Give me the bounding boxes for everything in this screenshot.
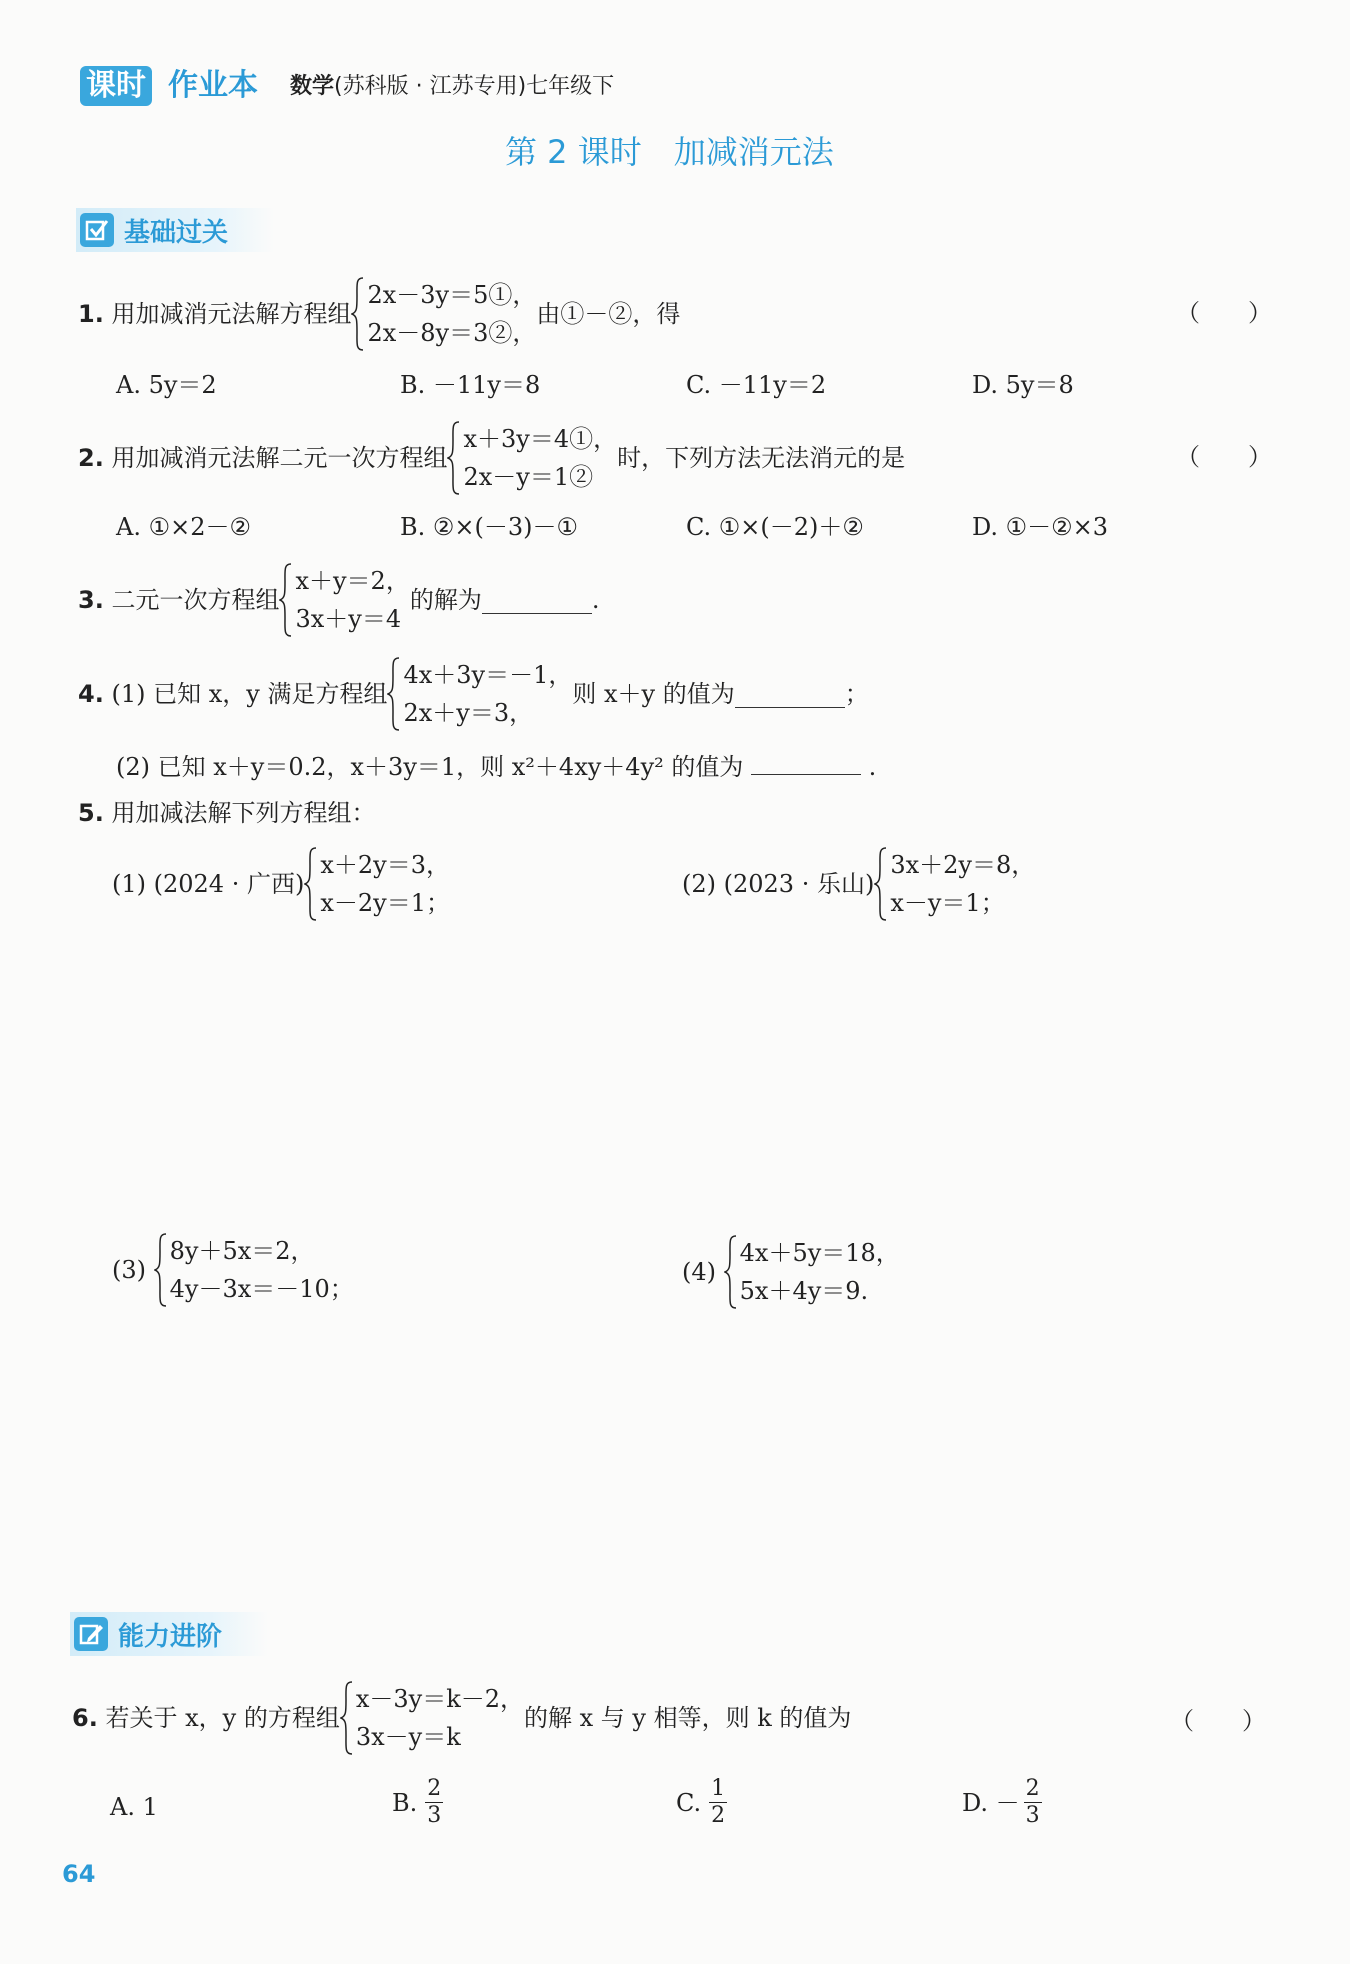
option-b[interactable] [392, 1776, 443, 1829]
question-text: (1) 已知 x，y 满足方程组 [111, 680, 388, 708]
part-label: (1) (2024 · 广西) [112, 870, 305, 898]
option-a[interactable]: A. ①×2－② [116, 513, 251, 541]
option-b[interactable]: B. －11y＝8 [400, 371, 541, 399]
equation: 3x＋y＝4 [295, 605, 402, 633]
equation-system [279, 562, 409, 638]
equation: 2x＋y＝3， [403, 699, 534, 727]
question-number: 1. [78, 300, 104, 328]
option-c[interactable]: C. －11y＝2 [686, 371, 827, 399]
fraction [425, 1776, 443, 1829]
equation: x－3y＝k－2， [355, 1685, 525, 1713]
equation-system [387, 656, 572, 732]
equation-system [154, 1232, 354, 1308]
equation: x＋2y＝3， [320, 851, 450, 879]
q5-part-4 [682, 1234, 900, 1310]
equation: 3x＋2y＝8， [890, 851, 1036, 879]
equation: 3x－y＝k [355, 1723, 461, 1751]
question-text: 时，下列方法无法消元的是 [617, 444, 906, 472]
brand-logo: 课时 [80, 66, 152, 106]
denominator: 3 [427, 1803, 442, 1828]
option-a[interactable]: A. 1 [110, 1793, 158, 1821]
option-c[interactable] [676, 1776, 727, 1829]
option-b[interactable]: B. ②×(－3)－① [400, 513, 579, 541]
question-number: 5. [78, 799, 104, 827]
equation: 2x－y＝1② [463, 463, 594, 491]
brand-name: 作业本 [168, 68, 258, 103]
subject-edition: (苏科版 · 江苏专用)七年级下 [334, 74, 615, 99]
question-number: 2. [78, 444, 104, 472]
equation: 5x＋4y＝9. [739, 1277, 869, 1305]
q5-part-3 [112, 1232, 354, 1308]
option-c[interactable]: C. ①×(－2)＋② [686, 513, 864, 541]
brace-icon [387, 656, 401, 732]
equation-system [447, 420, 617, 496]
subject-name: 数学 [290, 74, 335, 99]
section-basic-header [76, 208, 274, 252]
page-number: 64 [62, 1860, 96, 1888]
equation-system [874, 846, 1035, 922]
answer-blank[interactable] [751, 748, 861, 775]
question-text: 的解 x 与 y 相等，则 k 的值为 [524, 1704, 852, 1732]
part-label: (4) [682, 1258, 716, 1286]
equation: x－y＝1； [890, 889, 1005, 917]
punctuation: . [868, 753, 877, 781]
equation: 4x＋5y＝18， [739, 1239, 900, 1267]
equation: 2x－8y＝3②， [367, 319, 537, 347]
option-a[interactable]: A. 5y＝2 [116, 371, 217, 399]
option-d[interactable]: D. 5y＝8 [972, 371, 1074, 399]
brace-icon [351, 276, 365, 352]
q5-part-1 [112, 846, 450, 922]
option-label: D. － [962, 1788, 1020, 1817]
numerator: 1 [711, 1776, 726, 1801]
question-2 [78, 420, 905, 496]
punctuation: . [591, 586, 600, 614]
equation-system [304, 846, 450, 922]
numerator: 2 [1025, 1776, 1040, 1801]
option-d[interactable] [962, 1776, 1042, 1829]
answer-paren[interactable]: （ ） [1176, 443, 1272, 471]
punctuation: ； [844, 680, 869, 708]
brace-icon [447, 420, 461, 496]
equation: x－2y＝1； [320, 889, 450, 917]
question-text: 的解为 [409, 586, 482, 614]
section-advanced-label: 能力进阶 [118, 1621, 223, 1652]
answer-paren[interactable]: （ ） [1176, 299, 1272, 327]
fraction [709, 1776, 727, 1829]
question-text: 由①－②，得 [536, 300, 681, 328]
part-label: (3) [112, 1256, 146, 1284]
subject-line [290, 72, 614, 102]
question-3 [78, 562, 599, 638]
pencil-edit-icon [74, 1617, 108, 1651]
equation-system [351, 276, 536, 352]
question-text: 用加减消元法解二元一次方程组 [111, 444, 448, 472]
answer-blank[interactable] [482, 587, 592, 614]
brace-icon [279, 562, 293, 638]
option-label: C. [676, 1788, 702, 1817]
question-text: 用加减法解下列方程组： [111, 799, 376, 827]
brace-icon [304, 846, 318, 922]
brace-icon [154, 1232, 168, 1308]
part-label: (2) (2023 · 乐山) [682, 870, 875, 898]
question-number: 3. [78, 586, 104, 614]
question-text: (2) 已知 x＋y＝0.2，x＋3y＝1，则 x²＋4xy＋4y² 的值为 [116, 753, 744, 781]
equation: 2x－3y＝5①， [367, 281, 537, 309]
denominator: 2 [711, 1803, 726, 1828]
equation: x＋3y＝4①， [463, 425, 618, 453]
question-4 [78, 656, 869, 732]
question-1 [78, 276, 680, 352]
q5-part-2 [682, 846, 1035, 922]
question-text: 用加减消元法解方程组 [111, 300, 352, 328]
equation-system [724, 1234, 900, 1310]
section-advanced-header [70, 1612, 268, 1656]
answer-paren[interactable]: （ ） [1170, 1707, 1266, 1735]
equation-system [340, 1680, 524, 1756]
equation: x＋y＝2， [295, 567, 410, 595]
question-4-part-2 [116, 748, 876, 784]
question-text: 若关于 x，y 的方程组 [105, 1704, 340, 1732]
checkbox-check-icon [80, 213, 114, 247]
brace-icon [340, 1680, 354, 1756]
option-d[interactable]: D. ①－②×3 [972, 513, 1109, 541]
equation: 4y－3x＝－10； [169, 1275, 354, 1303]
denominator: 3 [1025, 1803, 1040, 1828]
question-number: 6. [72, 1704, 98, 1732]
answer-blank[interactable] [735, 681, 845, 708]
brace-icon [874, 846, 888, 922]
numerator: 2 [427, 1776, 442, 1801]
question-number: 4. [78, 680, 104, 708]
brace-icon [724, 1234, 738, 1310]
section-basic-label: 基础过关 [124, 217, 229, 248]
equation: 8y＋5x＝2， [169, 1237, 315, 1265]
equation: 4x＋3y＝－1， [403, 661, 573, 689]
question-6 [72, 1680, 851, 1756]
question-text: 则 x＋y 的值为 [572, 680, 735, 708]
fraction [1024, 1776, 1042, 1829]
question-5 [78, 796, 375, 830]
question-text: 二元一次方程组 [111, 586, 280, 614]
option-label: B. [392, 1788, 418, 1817]
lesson-title: 第 2 课时 加减消元法 [505, 133, 834, 171]
